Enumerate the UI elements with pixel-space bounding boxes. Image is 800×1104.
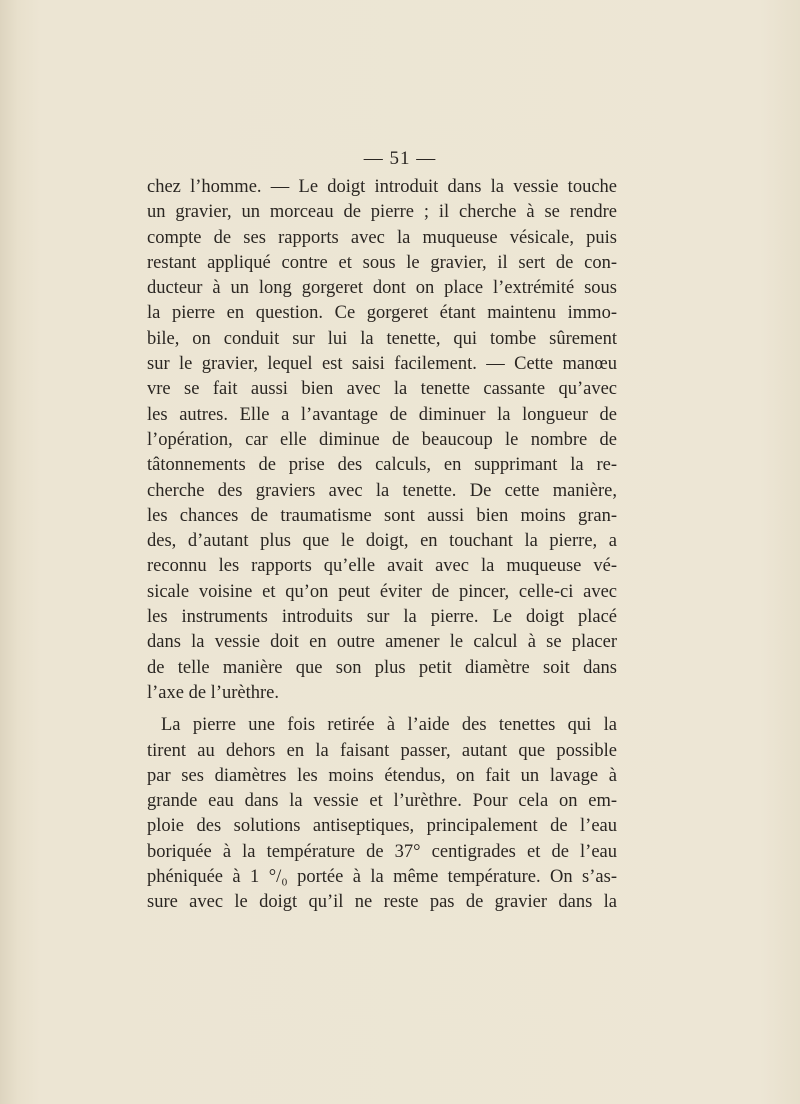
body-text bbox=[147, 175, 617, 916]
text-line: les instruments introduits sur la pierre. Le doigt placé bbox=[147, 607, 617, 628]
text-line: La pierre une fois retirée à l’aide des tenettes qui la bbox=[161, 715, 617, 736]
text-line: les chances de traumatisme sont aussi bien moins gran- bbox=[147, 505, 617, 526]
text-line: chez l’homme. — Le doigt introduit dans la vessie touche bbox=[147, 177, 617, 197]
text-line: sicale voisine et qu’on peut éviter de pincer, celle-ci avec bbox=[147, 581, 617, 602]
paragraph-1 bbox=[147, 175, 617, 706]
text-line: reconnu les rapports qu’elle avait avec la muqueuse vé- bbox=[147, 556, 617, 577]
text-line: par ses diamètres les moins étendus, on fait un lavage à bbox=[147, 765, 617, 786]
text-line: grande eau dans la vessie et l’urèthre. Pour cela on em- bbox=[147, 791, 617, 812]
text-line: ploie des solutions antiseptiques, principalement de l’eau bbox=[147, 816, 617, 837]
text-line: sure avec le doigt qu’il ne reste pas de gravier dans la bbox=[147, 892, 617, 913]
text-line: de telle manière que son plus petit diamètre soit dans bbox=[147, 657, 617, 678]
text-line: bile, on conduit sur lui la tenette, qui tombe sûrement bbox=[147, 328, 617, 349]
text-line: phéniquée à 1 °/₀ portée à la même température. On s’as- bbox=[147, 867, 617, 888]
text-line: les autres. Elle a l’avantage de diminuer la longueur de bbox=[147, 404, 617, 425]
paragraph-2 bbox=[147, 713, 617, 915]
text-line: un gravier, un morceau de pierre ; il cherche à se rendre bbox=[147, 202, 617, 223]
text-line: l’opération, car elle diminue de beaucoup le nombre de bbox=[147, 429, 617, 450]
text-line: tâtonnements de prise des calculs, en supprimant la re- bbox=[147, 455, 617, 476]
text-line: des, d’autant plus que le doigt, en touchant la pierre, a bbox=[147, 531, 617, 552]
text-line: boriquée à la température de 37° centigrades et de l’eau bbox=[147, 841, 617, 862]
text-line: compte de ses rapports avec la muqueuse vésicale, puis bbox=[147, 227, 617, 248]
text-line: sur le gravier, lequel est saisi facilement. — Cette manœu bbox=[147, 354, 617, 375]
text-line: restant appliqué contre et sous le gravier, il sert de con- bbox=[147, 252, 617, 273]
page-number: — 51 — bbox=[363, 148, 437, 169]
text-line: vre se fait aussi bien avec la tenette cassante qu’avec bbox=[147, 379, 617, 400]
text-line: l’axe de l’urèthre. bbox=[147, 682, 279, 703]
text-line: la pierre en question. Ce gorgeret étant maintenu immo- bbox=[147, 303, 617, 324]
text-line: ducteur à un long gorgeret dont on place l’extrémité sous bbox=[147, 278, 617, 299]
text-line: dans la vessie doit en outre amener le calcul à se placer bbox=[147, 632, 617, 653]
text-line: tirent au dehors en la faisant passer, autant que possible bbox=[147, 740, 617, 761]
text-line: cherche des graviers avec la tenette. De cette manière, bbox=[147, 480, 617, 501]
